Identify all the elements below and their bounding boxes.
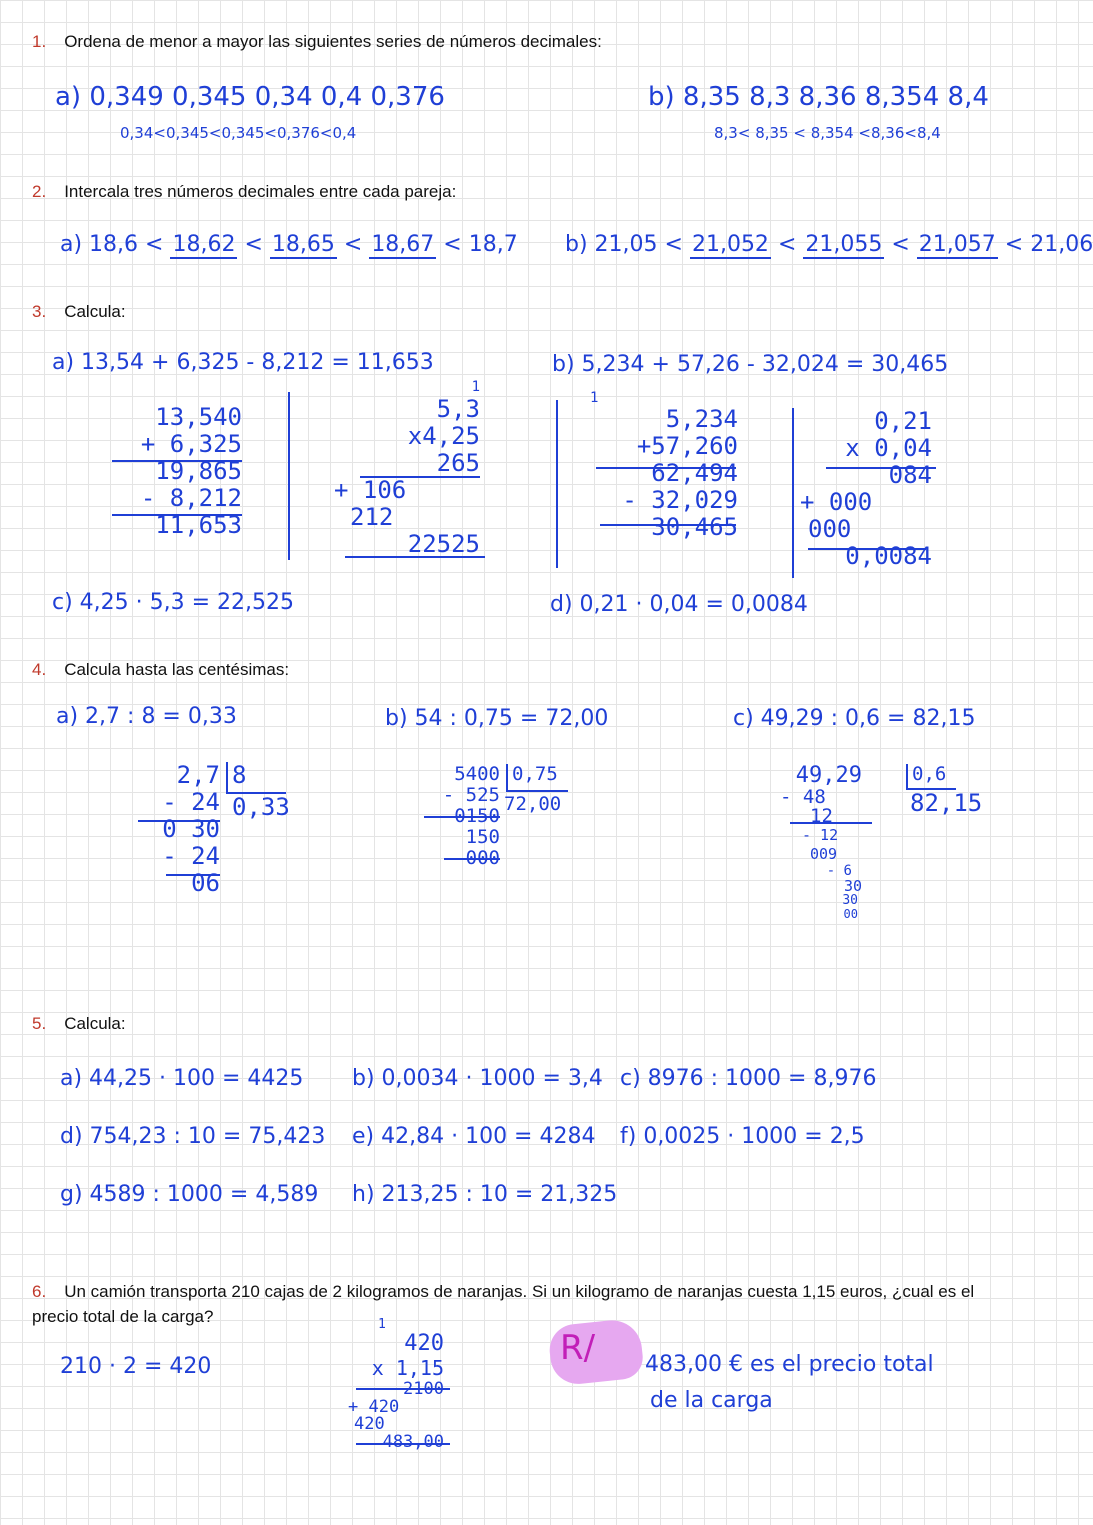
q3-d-answer: d) 0,21 · 0,04 = 0,0084 <box>550 592 808 617</box>
q4-a-answer: a) 2,7 : 8 = 0,33 <box>56 704 237 729</box>
q6-work <box>348 1318 444 1452</box>
question-number: 3. <box>32 302 47 321</box>
work-line: + 420 <box>348 1397 400 1417</box>
question-text: Calcula: <box>64 302 126 321</box>
work-line: - 48 <box>780 786 826 808</box>
less-than: < <box>343 232 363 257</box>
work-line: 5400 <box>454 763 500 785</box>
product-line <box>808 548 926 550</box>
q3-a-work <box>112 404 242 539</box>
work-line: + 6,325 <box>140 430 242 458</box>
work-line: 0 30 <box>162 815 220 843</box>
work-line: 265 <box>436 449 480 477</box>
product-line <box>360 476 480 478</box>
question-text: Ordena de menor a mayor las siguientes series de números decimales: <box>64 32 602 51</box>
work-line: 13,540 <box>155 403 242 431</box>
q4-a-work <box>132 762 220 897</box>
question-6-line-2: precio total de la carga? <box>32 1307 214 1326</box>
divider-line <box>556 400 558 568</box>
question-3 <box>32 302 126 322</box>
question-text: Calcula hasta las centésimas: <box>64 660 290 679</box>
subtract-line <box>138 820 220 822</box>
q5-item-b: b) 0,0034 · 1000 = 3,4 <box>352 1066 603 1091</box>
less-than: < <box>443 232 462 257</box>
work-line: 49,29 <box>795 763 862 788</box>
carry-digit: 1 <box>378 1317 386 1332</box>
question-1 <box>32 32 602 52</box>
divider-line <box>288 392 290 560</box>
q2-a-start: a) 18,6 < <box>60 232 164 257</box>
q1-a-answer: 0,34<0,345<0,345<0,376<0,4 <box>120 124 357 142</box>
question-text: Calcula: <box>64 1014 126 1033</box>
work-line: +57,260 <box>636 432 738 460</box>
q2-a-answer <box>60 232 518 257</box>
q3-b-answer: b) 5,234 + 57,26 - 32,024 = 30,465 <box>552 352 949 377</box>
work-line: 084 <box>888 461 932 489</box>
work-line: - 525 <box>442 784 500 806</box>
q5-item-e: e) 42,84 · 100 = 4284 <box>352 1124 596 1149</box>
q3-c-work <box>330 378 480 558</box>
work-line: 30,465 <box>651 513 738 541</box>
q6-answer-line-1: 483,00 € es el precio total <box>645 1352 934 1377</box>
work-line: - 32,029 <box>622 486 738 514</box>
work-line: - 24 <box>162 788 220 816</box>
q5-item-c: c) 8976 : 1000 = 8,976 <box>620 1066 877 1091</box>
product-line <box>356 1388 450 1390</box>
work-line: 0,0084 <box>845 542 932 570</box>
q5-item-f: f) 0,0025 · 1000 = 2,5 <box>620 1124 865 1149</box>
carry-digit: 1 <box>471 379 480 395</box>
q2-b-val-2: 21,055 <box>805 232 883 257</box>
q3-d-work <box>800 408 932 570</box>
work-line: 420 <box>404 1331 444 1356</box>
q5-item-a: a) 44,25 · 100 = 4425 <box>60 1066 304 1091</box>
q2-a-val-3: 18,67 <box>371 232 435 257</box>
work-line: 2,7 <box>176 761 220 789</box>
q2-b-end: 21,06 <box>1030 232 1093 257</box>
carry-digit: 1 <box>590 390 599 406</box>
question-2 <box>32 182 456 202</box>
question-number: 6. <box>32 1282 47 1301</box>
work-line: - 12 <box>802 826 839 844</box>
answer-label: R/ <box>560 1328 596 1368</box>
work-line: + 000 <box>800 488 873 516</box>
work-line: - 6 <box>826 863 852 879</box>
work-line: 00 <box>843 907 858 921</box>
product-line <box>356 1443 450 1445</box>
question-4 <box>32 660 289 680</box>
less-than: < <box>244 232 263 257</box>
work-line: 22525 <box>407 530 480 558</box>
less-than: < <box>1004 232 1024 257</box>
sum-line <box>596 467 736 469</box>
work-line: 483,00 <box>382 1432 444 1452</box>
work-line: 19,865 <box>155 457 242 485</box>
work-line: 12 <box>810 805 833 827</box>
work-line: - 8,212 <box>140 484 242 512</box>
question-text: Un camión transporta 210 cajas de 2 kilogramos de naranjas. Si un kilogramo de naranjas cuesta 1,15 euros, ¿cual es el <box>64 1282 975 1301</box>
q3-a-answer: a) 13,54 + 6,325 - 8,212 = 11,653 <box>52 350 434 375</box>
sum-line <box>600 524 736 526</box>
work-line: 62,494 <box>651 459 738 487</box>
question-5 <box>32 1014 126 1034</box>
division-bracket <box>226 792 286 794</box>
question-number: 4. <box>32 660 47 679</box>
work-line: x 0,04 <box>845 434 932 462</box>
sum-line <box>112 514 242 516</box>
work-line: + 106 <box>334 476 407 504</box>
q2-a-end: 18,7 <box>468 232 518 257</box>
q2-a-val-2: 18,65 <box>271 232 335 257</box>
q1-a-series: a) 0,349 0,345 0,34 0,4 0,376 <box>55 82 445 112</box>
q4-c-work <box>780 764 862 921</box>
q1-b-series: b) 8,35 8,3 8,36 8,354 8,4 <box>648 82 989 112</box>
q4-b-quotient: 72,00 <box>504 793 562 815</box>
q2-b-val-3: 21,057 <box>918 232 996 257</box>
q2-b-start: b) 21,05 < <box>565 232 683 257</box>
question-number: 2. <box>32 182 47 201</box>
q6-answer-line-2: de la carga <box>650 1388 773 1413</box>
q3-c-answer: c) 4,25 · 5,3 = 22,525 <box>52 590 295 615</box>
question-text: Intercala tres números decimales entre cada pareja: <box>64 182 457 201</box>
divider-line <box>792 408 794 578</box>
q4-a-divisor: 8 <box>232 761 247 789</box>
q6-step: 210 · 2 = 420 <box>60 1354 212 1379</box>
work-line: 5,234 <box>665 405 738 433</box>
q2-b-val-1: 21,052 <box>691 232 769 257</box>
work-line: x 1,15 <box>371 1356 444 1380</box>
less-than: < <box>777 232 797 257</box>
work-line: 2100 <box>403 1379 444 1399</box>
q2-a-val-1: 18,62 <box>172 232 236 257</box>
q5-item-h: h) 213,25 : 10 = 21,325 <box>352 1182 618 1207</box>
work-line: 150 <box>465 826 500 848</box>
q2-b-answer <box>565 232 1093 257</box>
work-line: 30 <box>842 893 858 908</box>
question-6 <box>32 1282 974 1302</box>
q4-c-answer: c) 49,29 : 0,6 = 82,15 <box>733 706 976 731</box>
subtract-line <box>166 874 220 876</box>
work-line: - 24 <box>162 842 220 870</box>
q1-b-answer: 8,3< 8,35 < 8,354 <8,36<8,4 <box>714 124 941 142</box>
division-bracket <box>906 788 956 790</box>
work-line: x4,25 <box>407 422 480 450</box>
subtract-line <box>790 822 872 824</box>
product-line <box>345 556 485 558</box>
q3-b-work <box>590 390 738 541</box>
subtract-line <box>424 816 500 818</box>
less-than: < <box>891 232 910 257</box>
work-line: 000 <box>465 847 500 869</box>
work-line: 009 <box>810 845 838 863</box>
q4-a-quotient: 0,33 <box>232 793 290 821</box>
division-bracket <box>506 790 568 792</box>
product-line <box>826 467 936 469</box>
question-number: 1. <box>32 32 47 51</box>
work-line: 0150 <box>454 805 500 827</box>
question-number: 5. <box>32 1014 47 1033</box>
q4-b-divisor: 0,75 <box>512 763 558 785</box>
q5-item-g: g) 4589 : 1000 = 4,589 <box>60 1182 319 1207</box>
work-line: 420 <box>354 1414 385 1434</box>
work-line: 30 <box>843 877 862 895</box>
q5-item-d: d) 754,23 : 10 = 75,423 <box>60 1124 326 1149</box>
work-line: 06 <box>191 869 220 897</box>
work-line: 212 <box>350 503 394 531</box>
division-bracket <box>226 762 228 792</box>
work-line: 11,653 <box>155 511 242 539</box>
q4-b-answer: b) 54 : 0,75 = 72,00 <box>385 706 609 731</box>
subtract-line <box>444 858 500 860</box>
work-line: 5,3 <box>436 395 480 423</box>
q4-c-quotient: 82,15 <box>910 789 983 817</box>
division-bracket <box>506 764 508 790</box>
work-line: 000 <box>808 515 852 543</box>
q4-c-divisor: 0,6 <box>912 763 947 785</box>
division-bracket <box>906 764 908 788</box>
work-line: 0,21 <box>874 407 932 435</box>
sum-line <box>112 460 242 462</box>
